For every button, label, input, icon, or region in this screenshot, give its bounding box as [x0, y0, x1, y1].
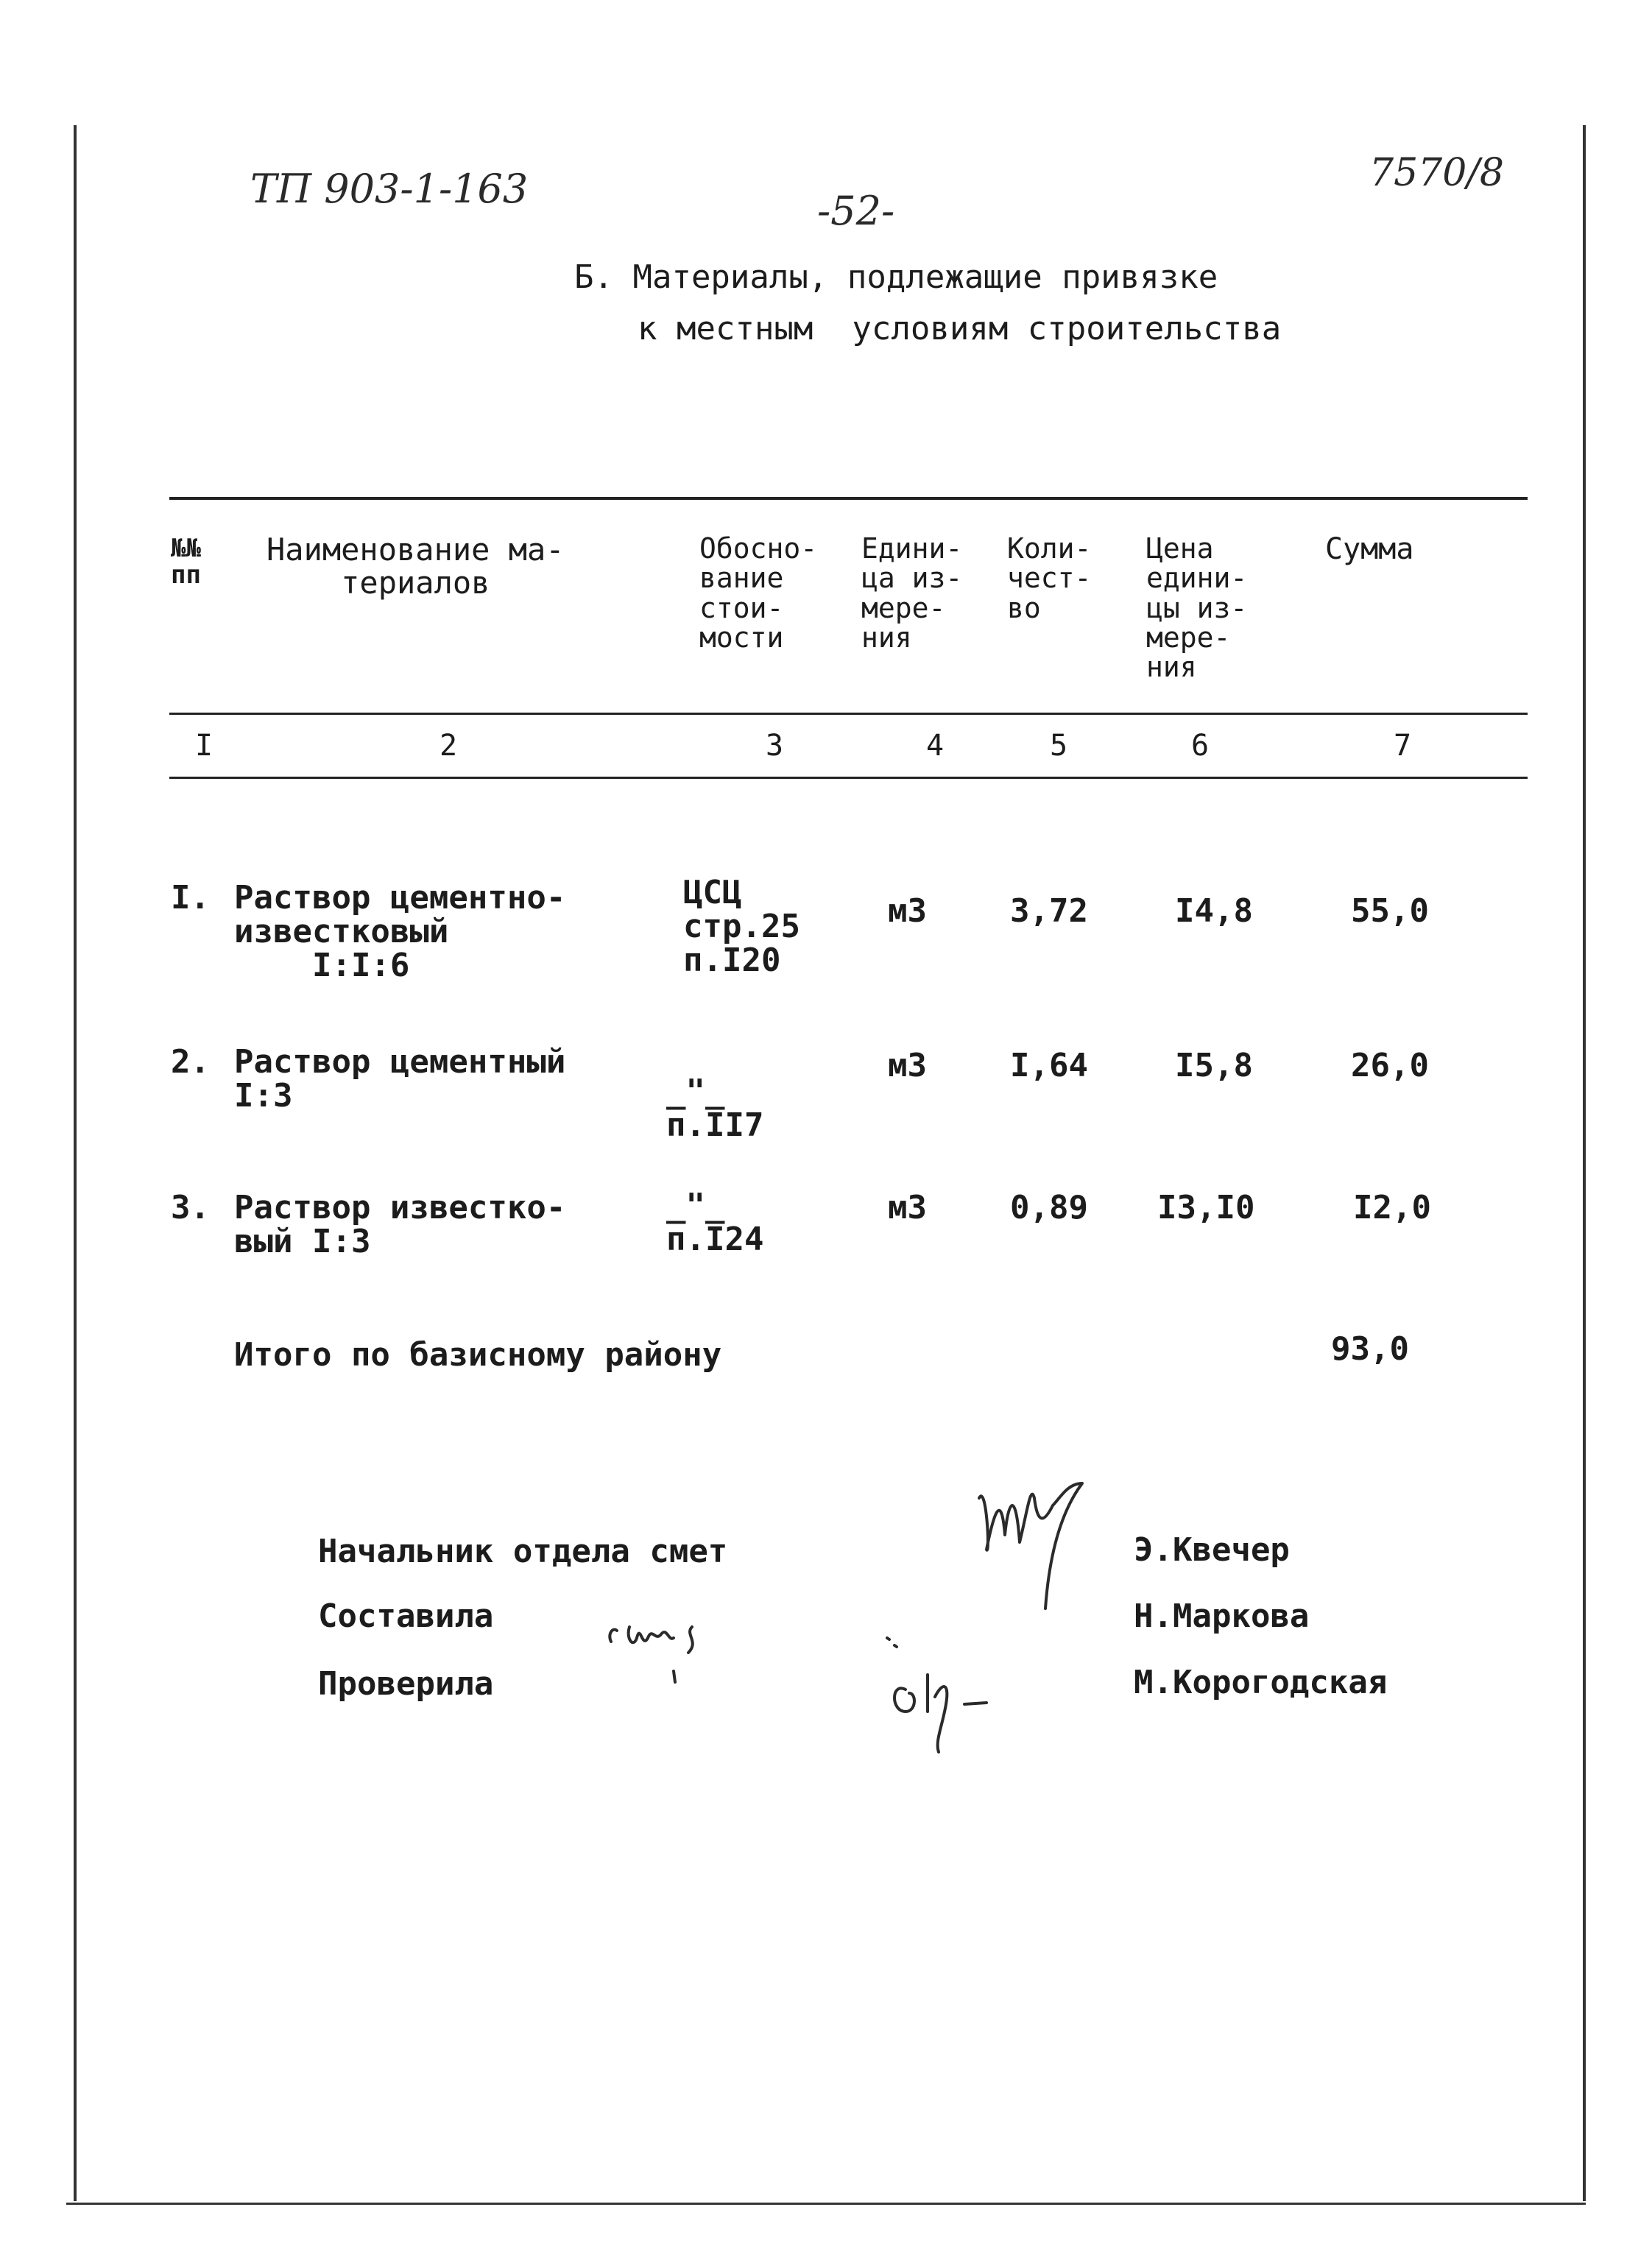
signature-name-checked: М.Корогодская: [1134, 1664, 1388, 1701]
quantity: 3,72: [1010, 892, 1088, 930]
total-value: 93,0: [1331, 1330, 1409, 1368]
cost-basis: _"_ п.I24: [666, 1187, 764, 1259]
material-name: Раствор известко- вый I:3: [234, 1189, 566, 1261]
bottom-border-line: [66, 2203, 1586, 2205]
header-bottom-rule: [169, 713, 1528, 715]
table-top-rule: [169, 497, 1528, 500]
signature-name-compiled: Н.Маркова: [1134, 1597, 1310, 1635]
material-name: Раствор цементный I:3: [234, 1043, 566, 1115]
sum: 26,0: [1351, 1047, 1429, 1084]
signature-scribble-head: [972, 1469, 1104, 1616]
cost-basis: _"_ п.II7: [666, 1073, 764, 1145]
header-material-name: Наименование ма- териалов: [266, 532, 565, 601]
header-cost-basis: Обосно- вание стои- мости: [699, 532, 818, 654]
total-label: Итого по базисному району: [234, 1336, 722, 1374]
header-unit: Едини- ца из- мере- ния: [861, 532, 963, 654]
unit: м3: [888, 1047, 927, 1084]
quantity: 0,89: [1010, 1189, 1088, 1226]
column-number-5: 5: [1050, 729, 1068, 763]
header-row-number: №№ пп: [171, 534, 201, 590]
column-number-1: I: [195, 729, 213, 763]
unit: м3: [888, 1189, 927, 1226]
signature-role-compiled: Составила: [318, 1597, 494, 1635]
row-number: I.: [171, 879, 210, 917]
header-unit-price: Цена едини- цы из- мере- ния: [1146, 532, 1248, 684]
quantity: I,64: [1010, 1047, 1088, 1084]
column-number-7: 7: [1394, 729, 1412, 763]
column-numbers-bottom-rule: [169, 777, 1528, 779]
material-name: Раствор цементно- известковый I:I:6: [234, 879, 566, 985]
column-number-6: 6: [1191, 729, 1210, 763]
cost-basis: ЦСЦ стр.25 п.I20: [683, 874, 800, 980]
signature-scribble-compiled: [604, 1597, 788, 1686]
signature-role-head: Начальник отдела смет: [318, 1533, 728, 1570]
unit-price: I3,I0: [1157, 1189, 1255, 1226]
unit: м3: [888, 892, 927, 930]
row-number: 3.: [171, 1189, 210, 1226]
signature-name-head: Э.Квечер: [1134, 1531, 1290, 1569]
signature-scribble-checked: [876, 1631, 1038, 1756]
header-sum: Сумма: [1325, 532, 1414, 566]
right-border-line: [1583, 125, 1586, 2201]
header-quantity: Коли- чест- во: [1007, 532, 1092, 624]
title-line-1: Б. Материалы, подлежащие привязке: [574, 258, 1218, 296]
archive-number: 7570/8: [1369, 151, 1504, 195]
sum: 55,0: [1351, 892, 1429, 930]
column-number-2: 2: [440, 729, 458, 763]
column-number-3: 3: [766, 729, 784, 763]
left-border-line: [74, 125, 77, 2201]
title-line-2: к местным условиям строительства: [638, 310, 1282, 347]
page-number: -52-: [817, 188, 895, 234]
unit-price: I4,8: [1175, 892, 1253, 930]
signature-role-checked: Проверила: [318, 1665, 494, 1703]
row-number: 2.: [171, 1043, 210, 1081]
project-code: ТП 903-1-163: [250, 166, 529, 212]
unit-price: I5,8: [1175, 1047, 1253, 1084]
sum: I2,0: [1353, 1189, 1431, 1226]
column-number-4: 4: [926, 729, 945, 763]
